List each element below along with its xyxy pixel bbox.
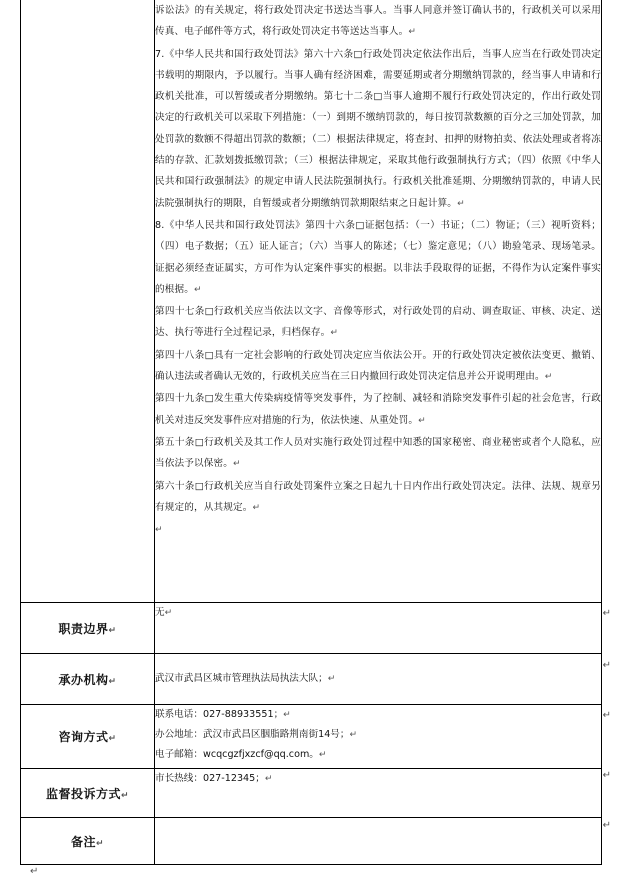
- law-paragraph-4: 第四十七条□行政机关应当依法以文字、音像等形式，对行政处罚的启动、调查取证、审核、决定、送达、执行等进行全过程记录，归档保存。↵: [155, 306, 601, 339]
- law-paragraph-1: 诉讼法》的有关规定，将行政处罚决定书送达当事人。当事人同意并签订确认书的，行政机关可以采用传真、电子邮件等方式，将行政处罚决定书等送达当事人。↵: [155, 5, 601, 38]
- document-page: [20, 0, 602, 864]
- law-paragraph-7: 第五十条□行政机关及其工作人员对实施行政处罚过程中知悉的国家秘密、商业秘密或者个人隐私，应当依法予以保密。↵: [155, 436, 601, 470]
- row-end-mark: ↵: [602, 770, 611, 781]
- law-paragraph-2: 7.《中华人民共和国行政处罚法》第六十六条□行政处罚决定依法作出后，当事人应当在行政处罚决定书载明的期限内，予以履行。当事人确有经济困难，需要延期或者分期缴纳罚款的，经当事人申请和行政机关批准，可以暂缓或者分期缴纳。第七十二条□当事人逾期不履行行政处罚决定的，作出行政处罚决定的行政机关可以采取下列措施：（一）到期不缴纳罚款的，每日按罚款数额的百分之三加处罚款，加处罚款的数额不得超出罚款的数额；（二）根据法律规定，将查封、扣押的财物拍卖、依法处理或者将冻结的存款、汇款划拨抵缴罚款；（三）根据法律规定，采取其他行政强制执行方式；（四）依照《中华人民共和国行政强制法》的规定申请人民法院强制执行。行政机关批准延期、分期缴纳罚款的，申请人民法院强制执行的期限，自暂缓或者分期缴纳罚款期限结束之日起计算。↵: [155, 48, 601, 209]
- agency-row: [21, 654, 602, 705]
- row-end-mark: ↵: [602, 820, 611, 831]
- remark-label: 备注↵: [21, 818, 155, 865]
- consult-row: [21, 705, 602, 769]
- consult-email: 电子邮箱：wcqcgzfjxzcf@qq.com。↵: [155, 749, 327, 760]
- supervise-row: [21, 769, 602, 818]
- duty-label: 职责边界↵: [21, 603, 155, 654]
- agency-label: 承办机构↵: [21, 654, 155, 705]
- empty-paragraph: ↵: [155, 525, 163, 536]
- document-end-mark: ↵: [30, 866, 39, 877]
- row-end-mark: ↵: [602, 660, 611, 671]
- laws-row: [21, 0, 602, 603]
- info-table: [20, 0, 602, 865]
- remark-value: [155, 818, 602, 865]
- law-paragraph-5: 第四十八条□具有一定社会影响的行政处罚决定应当依法公开。开的行政处罚决定被依法变更、撤销、确认违法或者确认无效的，行政机关应当在三日内撤回行政处罚决定信息并公开说明理由。↵: [155, 349, 601, 383]
- laws-label-cell: [21, 0, 155, 603]
- row-end-mark: ↵: [602, 710, 611, 721]
- duty-row: [21, 603, 602, 654]
- agency-value: 武汉市武昌区城市管理执法局执法大队；↵: [155, 654, 602, 705]
- consult-phone: 联系电话：027-88933551；↵: [155, 709, 291, 720]
- laws-content-cell: [155, 0, 602, 603]
- supervise-value: 市长热线：027-12345；↵: [155, 769, 602, 818]
- supervise-label: 监督投诉方式↵: [21, 769, 155, 818]
- law-paragraph-6: 第四十九条□发生重大传染病疫情等突发事件，为了控制、减轻和消除突发事件引起的社会危害，行政机关对违反突发事件应对措施的行为，依法快速、从重处罚。↵: [155, 393, 601, 426]
- consult-value: [155, 705, 602, 769]
- row-end-mark: ↵: [602, 608, 611, 619]
- law-paragraph-3: 8.《中华人民共和国行政处罚法》第四十六条□证据包括：（一）书证；（二）物证；（三）视听资料；（四）电子数据；（五）证人证言；（六）当事人的陈述；（七）鉴定意见；（八）勘验笔录、现场笔录。证据必须经查证属实，方可作为认定案件事实的根据。以非法手段取得的证据，不得作为认定案件事实的根据。↵: [155, 219, 601, 295]
- law-paragraph-8: 第六十条□行政机关应当自行政处罚案件立案之日起九十日内作出行政处罚决定。法律、法规、规章另有规定的，从其规定。↵: [155, 480, 601, 513]
- duty-value: 无↵: [155, 603, 602, 654]
- remark-row: [21, 818, 602, 865]
- consult-address: 办公地址：武汉市武昌区胭脂路荆南街14号；↵: [155, 729, 358, 740]
- consult-label: 咨询方式↵: [21, 705, 155, 769]
